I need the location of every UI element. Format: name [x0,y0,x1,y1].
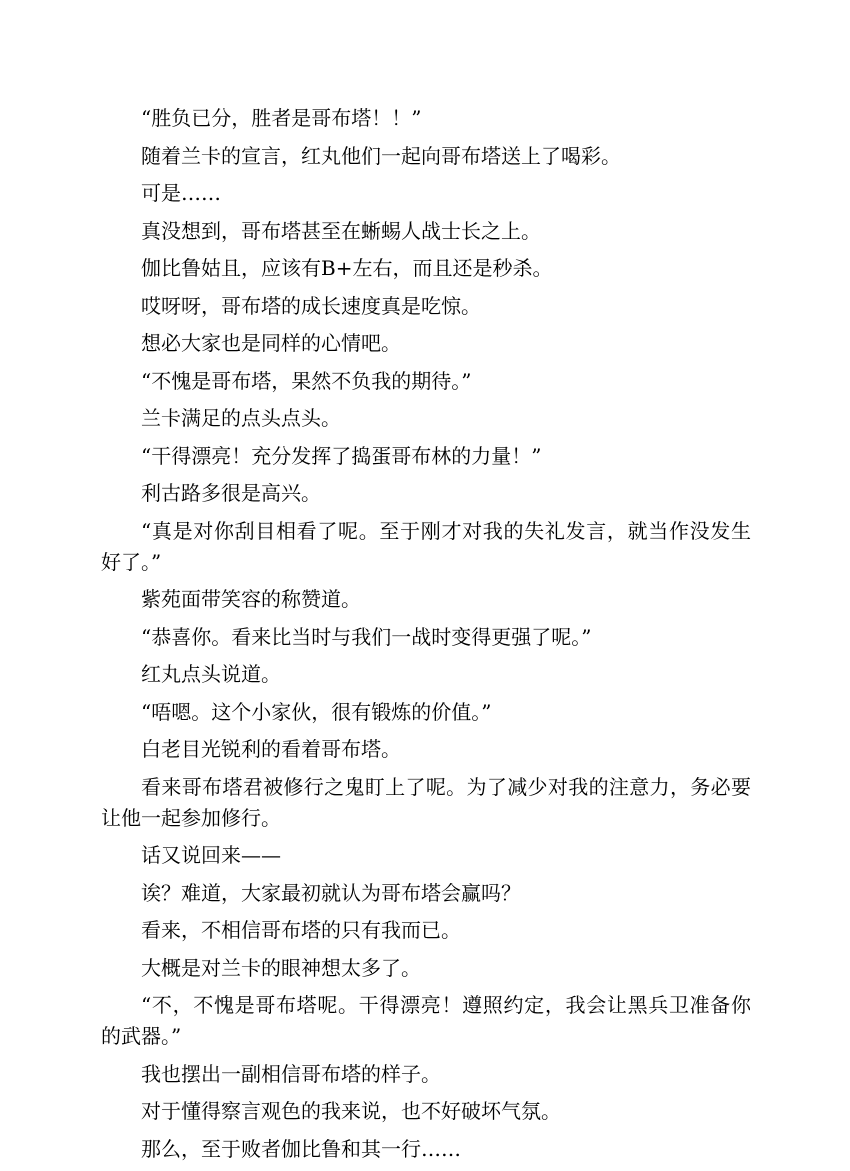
paragraph: “干得漂亮！充分发挥了捣蛋哥布林的力量！” [141,443,542,468]
paragraph: 兰卡满足的点头点头。 [141,406,341,430]
paragraph: 伽比鲁姑且，应该有B+左右，而且还是秒杀。 [141,256,553,280]
paragraph: 白老目光锐利的看着哥布塔。 [141,737,401,761]
paragraph: 紫苑面带笑容的称赞道。 [141,587,361,611]
paragraph: 想必大家也是同样的心情吧。 [141,331,401,355]
paragraph: 那么，至于败者伽比鲁和其一行…… [141,1136,461,1161]
paragraph: “胜负已分，胜者是哥布塔！！” [141,106,422,130]
paragraph: 利古路多很是高兴。 [141,481,321,505]
paragraph: 真没想到，哥布塔甚至在蜥蜴人战士长之上。 [141,218,541,243]
paragraph: 可是…… [141,181,221,205]
paragraph: 对于懂得察言观色的我来说，也不好破坏气氛。 [141,1099,561,1123]
paragraph: “唔嗯。这个小家伙，很有锻炼的价值。” [141,699,492,724]
paragraph: 话又说回来—— [141,843,281,867]
paragraph: 大概是对兰卡的眼神想太多了。 [141,955,421,980]
paragraph: “不，不愧是哥布塔呢。干得漂亮！遵照约定，我会让黑兵卫准备你的武器。” [101,993,751,1048]
paragraph: “真是对你刮目相看了呢。至于刚才对我的失礼发言，就当作没发生好了。” [101,518,751,574]
paragraph: 看来哥布塔君被修行之鬼盯上了呢。为了减少对我的注意力，务必要让他一起参加修行。 [101,774,751,830]
paragraph: 诶？难道，大家最初就认为哥布塔会赢吗？ [141,880,521,905]
paragraph: 看来，不相信哥布塔的只有我而已。 [141,918,461,942]
document-body [101,103,751,1171]
paragraph: 哎呀呀，哥布塔的成长速度真是吃惊。 [141,293,481,318]
paragraph: 随着兰卡的宣言，红丸他们一起向哥布塔送上了喝彩。 [141,143,621,168]
paragraph: 红丸点头说道。 [141,662,281,686]
paragraph: 我也摆出一副相信哥布塔的样子。 [141,1061,441,1086]
paragraph: “恭喜你。看来比当时与我们一战时变得更强了呢。” [141,624,592,649]
paragraph: “不愧是哥布塔，果然不负我的期待。” [141,368,472,393]
